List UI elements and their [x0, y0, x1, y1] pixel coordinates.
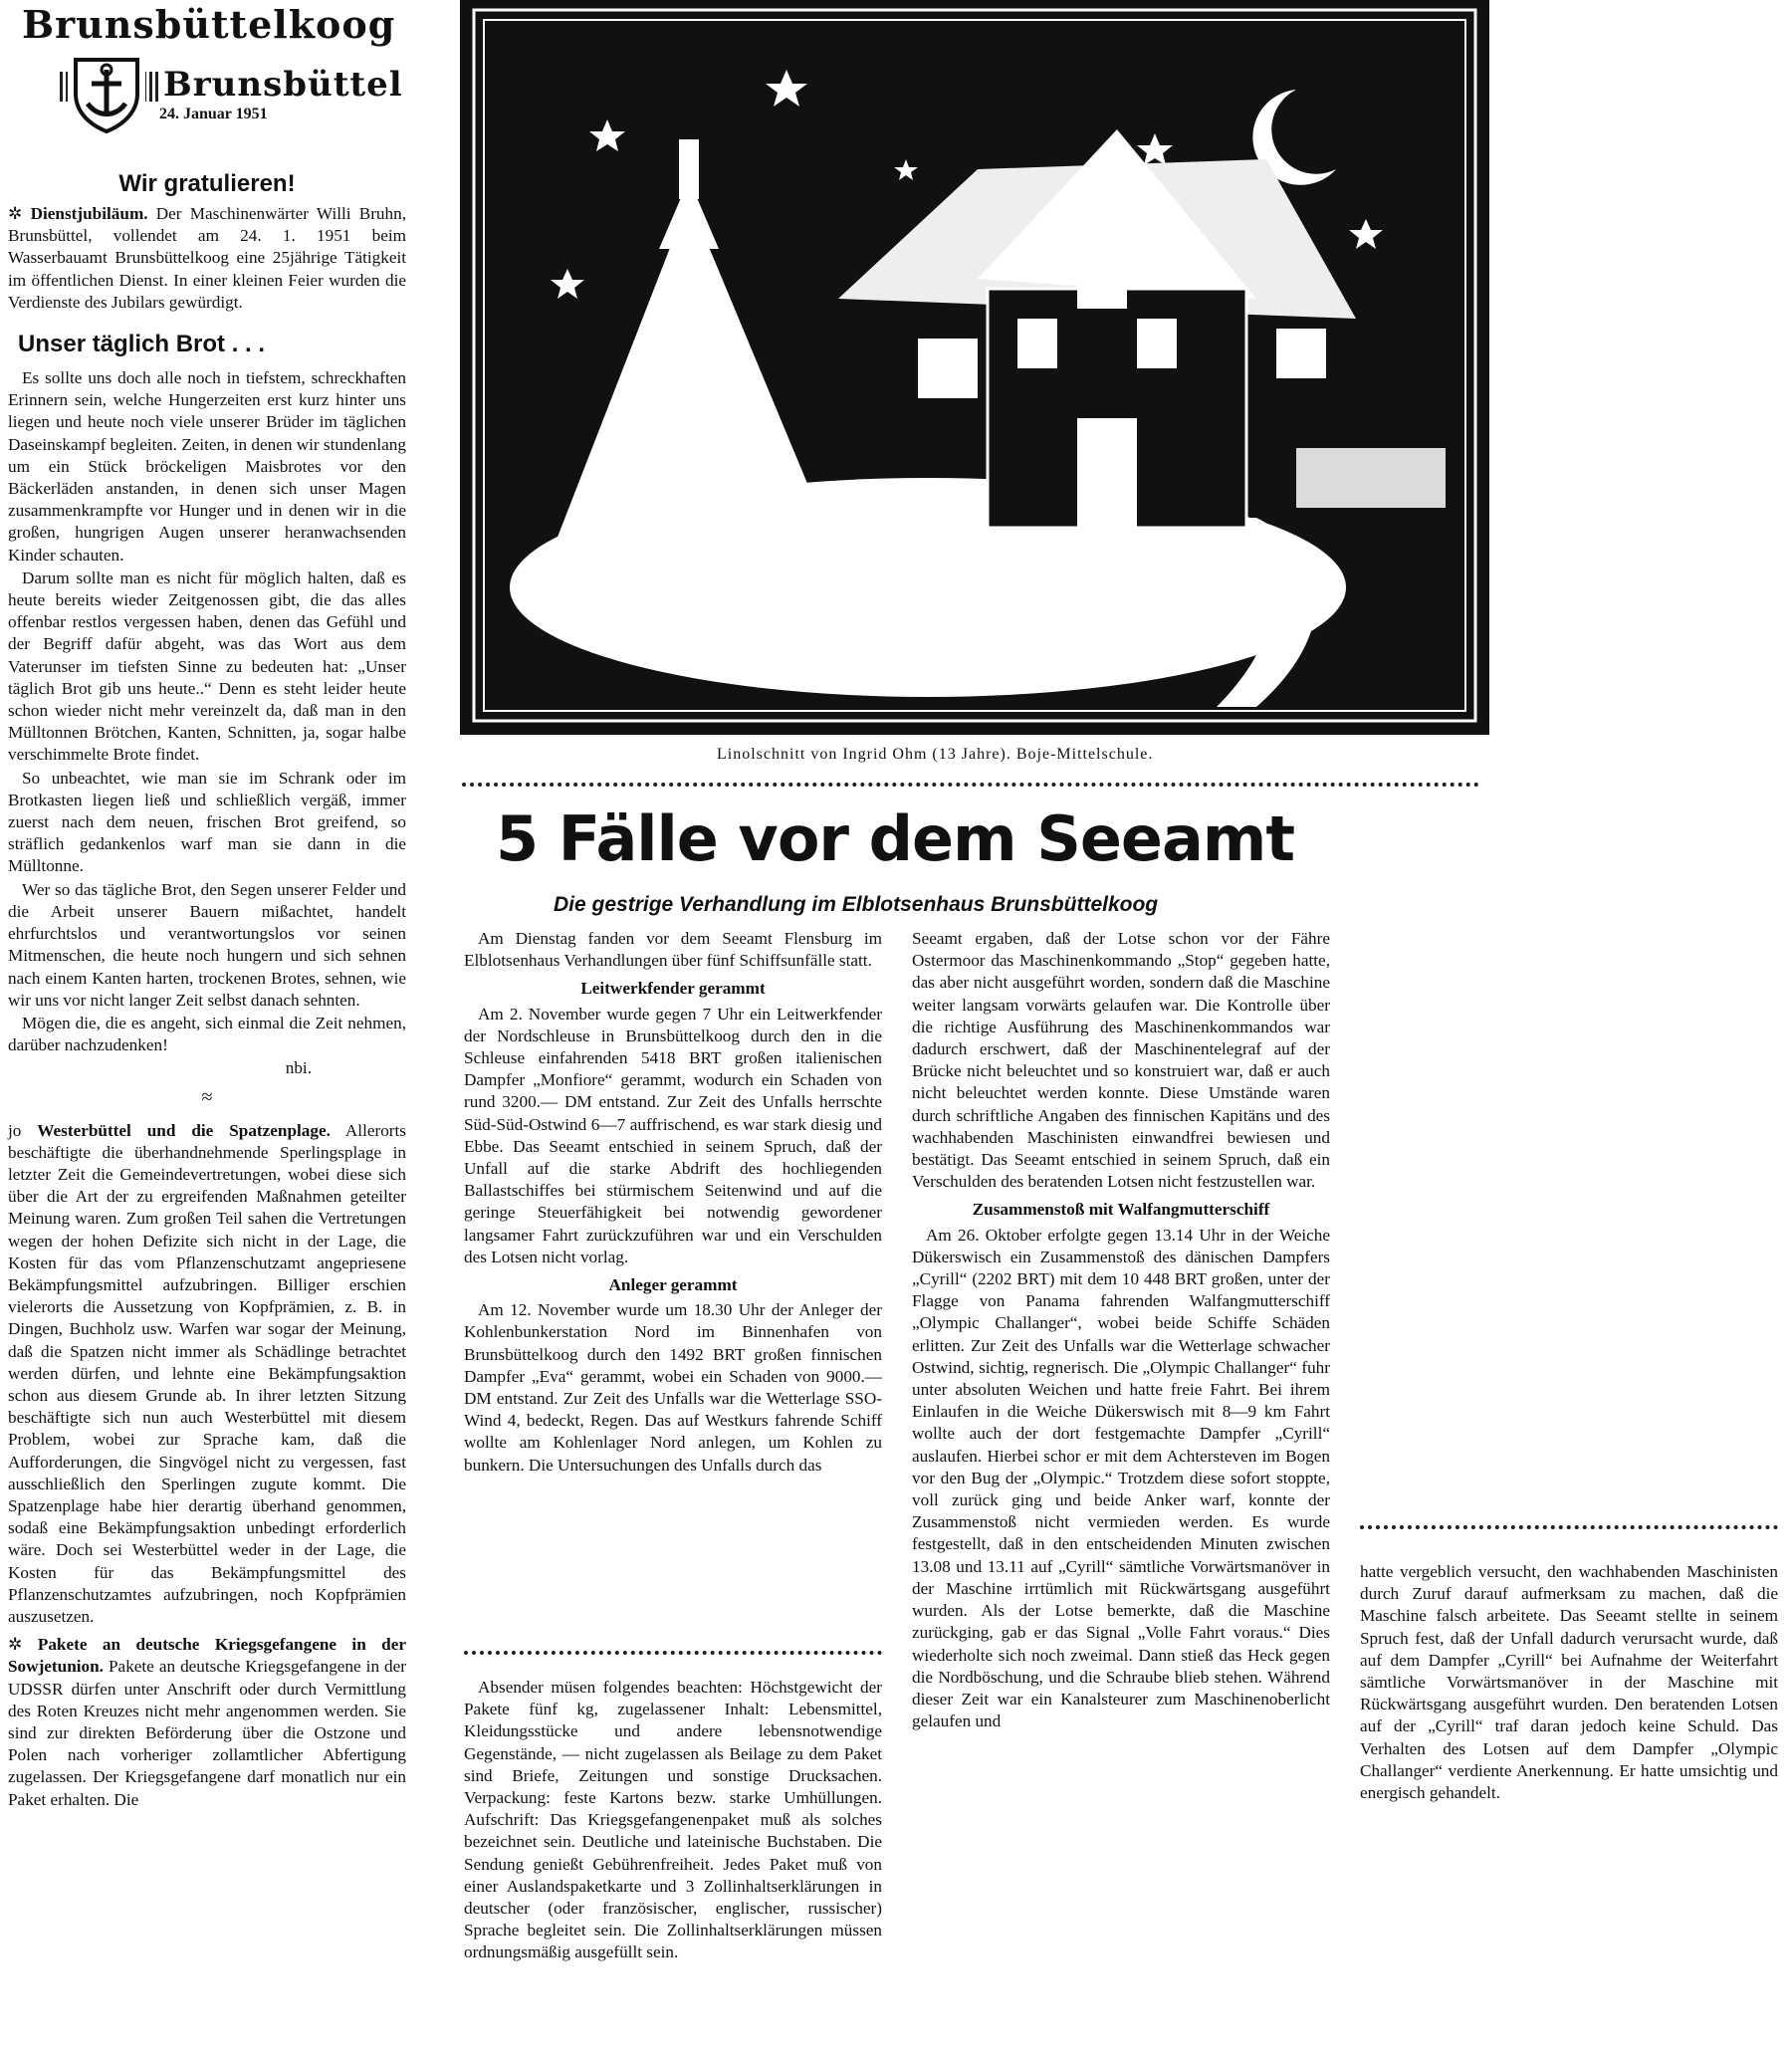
seeamt-subheading-2: Anleger gerammt	[608, 1275, 738, 1295]
seeamt-subheadline: Die gestrige Verhandlung im Elblotsenhaus Brunsbüttelkoog	[554, 893, 1159, 916]
brot-paragraph-3: So unbeachtet, wie man sie im Schrank oder im Brotkasten liegen ließ und schließlich vergäß, immer zuerst nach dem neuen, frischen Brot greifend, so sträflich gedankenlos warf man sie dann in die Mülltonne.	[8, 768, 406, 876]
seeamt-paragraph-5: hatte vergeblich versucht, den wachhabenden Maschinisten durch Zuruf darauf aufmerksam zu machen, daß die Maschine falsch arbeitete. Das Seeamt stellte in seinem Spruch fest, daß der Unfall dadurch verursacht wurde, daß auf dem Dampfer „Cyrill“ bei Aufnahme der Weiterfahrt sämtliche Vorwärtsmanöver in der Maschine mit Rückwärtsgang ausgeführt wurden. Den beratenden Lotsen auf der „Cyrill“ traf daran jedoch keine Schuld. Das Verhalten des Lotsen auf dem Dampfer „Olympic Challanger“ verdiente Anerkennung. Er hatte umsichtig und energisch gehandelt.	[1360, 1562, 1778, 1803]
seeamt-column-1	[464, 928, 882, 1478]
star-icon: ✲	[8, 1635, 38, 1655]
image-caption: Linolschnitt von Ingrid Ohm (13 Jahre). Boje-Mittelschule.	[717, 746, 1154, 763]
seeamt-subheading-1: Leitwerkfender gerammt	[580, 979, 766, 999]
brot-paragraph-1: Es sollte uns doch alle noch in tiefstem, schreckhaften Erinnern sein, welche Hungerzeiten erst kurz hinter uns liegen und heute noch viele unserer Brüder im täglichen Daseinskampf begleiten. Zeiten, in denen wir stundenlang um ein Stück bröckeligen Maisbrotes vor den Bäckerläden anstanden, in denen sich unser Magen zusammenkrampfte vor Hunger und in denen wir in die großen, hungrigen Augen unserer heranwachsenden Kinder schauten.	[8, 368, 406, 565]
gratulieren-heading: Wir gratulieren!	[118, 170, 296, 197]
absender-paragraph: Absender müsen folgendes beachten: Höchstgewicht der Pakete fünf kg, zugelassener Inhalt: Lebensmittel, Kleidungsstücke und andere lebensnotwendige Gegenstände, — nicht zugelassen als Beilage zu dem Paket sind Briefe, Zeitungen und sonstige Drucksachen. Verpackung: feste Kartons bezw. starke Umhüllungen. Aufschrift: Das Kriegsgefangenenpaket muß als solches bezeichnet sein. Deutliche und lateinische Buchstaben. Die Sendung genießt Gebührenfreiheit. Jedes Paket muß von einer Auslandspaketkarte und 3 Zollinhaltserklärungen in deutscher (oder französischer, englischer, russischer) Sprache begleitet sein. Die Zollinhaltserklärungen müssen ordnungsmäßig ausgefüllt sein.	[464, 1678, 882, 1962]
seeamt-paragraph-1: Am 2. November wurde gegen 7 Uhr ein Leitwerkfender der Nordschleuse in Brunsbüttelkoog durch den in die Schleuse einfahrenden 5418 BRT großen italienischen Dampfer „Monfiore“ gerammt, wodurch ein Schaden von rund 3200.— DM entstand. Zur Zeit des Unfalls herrschte Süd-Süd-Ostwind 6—7 auffrischend, es war stark diesig und Ebbe. Das Seeamt entschied in seinem Spruch, daß der Unfall auf die starke Abdrift des hochliegenden Ballastschiffes bei stürmischem Seitenwind und auf die geringe Steuerfähigkeit bei notwendig gewordener langsamer Fahrt zurückzuführen war und ein Verschulden des Lotsen nicht vorlag.	[464, 1004, 882, 1266]
linocut-image	[460, 0, 1489, 735]
gratulieren-text: Der Maschinenwärter Willi Bruhn, Brunsbüttel, vollendet am 24. 1. 1951 beim Wasserbauamt Brunsbüttelkoog eine 25jährige Tätigkeit im öffentlichen Dienst. In einer kleinen Feier wurden die Verdienste des Jubilars gewürdigt.	[8, 204, 407, 312]
pakete-text: Pakete an deutsche Kriegsgefangene in der UDSSR dürfen unter Anschrift oder durch Vermittlung des Roten Kreuzes nicht mehr angenommen werden. Sie sind zur direkten Beförderung über die Ostzone und Polen nach vorheriger zollamtlicher Abfertigung zugelassen. Der Kriegsgefangene darf monatlich nur ein Paket erhalten. Die	[8, 1657, 406, 1809]
left-column	[8, 169, 406, 1812]
spatzen-lead: Westerbüttel und die Spatzenplage.	[37, 1120, 331, 1140]
pakete-paragraph	[8, 1634, 406, 1811]
gratulieren-lead: Dienstjubiläum.	[30, 204, 148, 223]
absender-column	[464, 1677, 882, 1965]
seeamt-intro: Am Dienstag fanden vor dem Seeamt Flensburg im Elblotsenhaus Verhandlungen über fünf Schiffsunfälle statt.	[464, 929, 882, 971]
star-icon: ✲	[8, 204, 31, 223]
linocut-frame	[460, 0, 1489, 735]
section-separator: ≈	[201, 1085, 213, 1108]
brot-paragraph-4: Wer so das tägliche Brot, den Segen unserer Felder und die Arbeit unserer Bauern mißachtet, handelt ehrfurchtslos und verantwortungslos vor seinen Mitmenschen, die heute noch hungern und sich sehnen nach einem Kanten harten, trockenen Brotes, sehnen, wie wir uns vor nicht langer Zeit selbst danach sehnten.	[8, 879, 406, 1010]
masthead	[10, 2, 408, 141]
brot-heading: Unser täglich Brot . . .	[18, 331, 266, 358]
masthead-title-bottom: Brunsbüttel	[159, 64, 407, 106]
seeamt-subheading-3: Zusammenstoß mit Walfangmutterschiff	[972, 1200, 1270, 1220]
divider	[464, 1651, 882, 1655]
seeamt-paragraph-2: Am 12. November wurde um 18.30 Uhr der Anleger der Kohlenbunkerstation Nord im Binnenhafen von Brunsbüttelkoog durch den 1492 BRT großen finnischen Dampfer „Eva“ gerammt, wobei ein Schaden von 9000.— DM entstand. Zur Zeit des Unfalls war die Wetterlage SSO-Wind 4, bedeckt, Regen. Das auf Westkurs fahrende Schiff wollte am Kohlenlager Nord anlegen, um Kohlen zu bunkern. Die Untersuchungen des Unfalls durch das	[464, 1300, 882, 1475]
brot-paragraph-5: Mögen die, die es angeht, sich einmal die Zeit nehmen, darüber nachzudenken!	[8, 1013, 406, 1055]
masthead-date: 24. Januar 1951	[159, 106, 268, 122]
masthead-title-top: Brunsbüttelkoog	[22, 2, 396, 47]
seeamt-column-3	[1360, 1561, 1778, 1805]
pakete-lead: Pakete an deutsche Kriegsgefangene in der Sowjetunion.	[8, 1635, 407, 1677]
brot-signature: nbi.	[285, 1058, 312, 1078]
seeamt-paragraph-3: Seeamt ergaben, daß der Lotse schon vor der Fähre Ostermoor das Maschinenkommando „Stop“ gegeben hatte, das aber nicht ausgeführt worden, sondern daß die Maschine weiter langsam vorwärts gelaufen war. Die Kontrolle über die richtige Ausführung des Maschinenkommandos war dadurch erschwert, daß der Maschinentelegraf auf der Brücke nicht beleuchtet und so konstruiert war, daß er auch nicht beleuchtet werden konnte. Diese Umstände waren durch schriftliche Angaben des finnischen Kapitäns und des wachhabenden Maschinisten einwandfrei bewiesen und bestätigt. Das Seeamt entschied in seinem Spruch, daß ein Verschulden des beratenden Lotsen nicht festzustellen war.	[912, 929, 1330, 1192]
seeamt-column-2	[912, 928, 1330, 1733]
brot-paragraph-2: Darum sollte man es nicht für möglich halten, daß es heute bereits wieder Zeitgenossen gibt, die das alles offenbar restlos vergessen haben, denen das Gefühl und der Begriff dafür abgeht, was das Wort aus dem Vaterunser im tiefsten Sinne zu bedeuten hat: „Unser täglich Brot gib uns heute..“ Denn es steht leider heute schon wieder nicht mehr vereinzelt da, daß man in den Mülltonnen Brötchen, Kanten, Schnitten, ja, sogar halbe verschimmelte Brote findet.	[8, 568, 406, 765]
spatzen-prefix: jo	[8, 1120, 22, 1140]
coat-of-arms-icon	[68, 54, 145, 133]
seeamt-paragraph-4: Am 26. Oktober erfolgte gegen 13.14 Uhr in der Weiche Dükerswisch ein Zusammenstoß des dänischen Dampfers „Cyrill“ (2202 BRT) mit dem 10 448 BRT großen, unter der Flagge von Panama fahrenden Walfangmutterschiff „Olympic Challanger“, wobei beide Schiffe Schäden erlitten. Zur Zeit des Unfalls war die Wetterlage schwacher Ostwind, sichtig, regnerisch. Die „Olympic Challanger“ fuhr unter absoluten Weichen und hatte freie Fahrt. Bei ihrem Einlaufen in die Weiche Dükerswisch mit 8—9 km Fahrt wollte auch der dort festgemachte Dampfer „Cyrill“ auslaufen. Hierbei schor er mit dem Achtersteven im Bogen vor den Bug der „Olympic.“ Trotzdem diese sofort stoppte, voll zurück ging und beide Anker warf, konnte der Zusammenstoß nicht vermieden werden. Es wurde festgestellt, daß in den entscheidenden Minuten zwischen 13.08 und 13.11 auf „Cyrill“ sämtliche Vorwärtsmanöver in der Maschine irrtümlich mit Rückwärtsgang ausgeführt wurden. Als der Lotse bemerkte, daß die Maschine zurückging, gab er das Signal „Volle Fahrt voraus.“ Dies wiederholte sich noch zweimal. Dann stieß das Heck gegen die Nordböschung, und die Schraube blieb stehen. Während dieser Zeit war ein Kanalsteurer zum Maschinenoberlicht gelaufen und	[912, 1225, 1330, 1731]
gratulieren-paragraph	[8, 203, 406, 314]
spatzen-text: Allerorts beschäftigte die überhandnehmende Sperlingsplage in letzter Zeit die Gemeindevertretungen, wobei diese sich über die Art der zu ergreifenden Maßnahmen geteilter Meinung waren. Zum großen Teil sahen die Vertretungen wegen der hohen Defizite sich nicht in der Lage, die Kosten für das vom Pflanzenschutzamt angepriesene Bekämpfungsmittel aufzubringen. Billiger erschien vielerorts die Aussetzung von Kopfprämien, z. B. in Dingen, Buchholz usw. Warfen war sogar der Meinung, daß die Spatzen nicht immer als Schädlinge betrachtet werden dürfen, und lehnte eine Bekämpfungsaktion schon aus diesem Grunde ab. In ihrer letzten Sitzung beschäftigte sich nun auch Westerbüttel mit diesem Problem, wobei zur Sprache kam, daß die Aufforderungen, die Singvögel nicht zu vergessen, fast ausschließlich den Sperlingen zugute kommt. Die Spatzenplage habe hier derartig überhand genommen, sodaß eine Bekämpfungsaktion unbedingt erforderlich wäre. Doch sei Westerbüttel weder in der Lage, die Kosten für das Bekämpfungsmittel des Pflanzenschutzamtes aufzubringen, noch Kopfprämien auszusetzen.	[8, 1120, 406, 1626]
spatzen-paragraph	[8, 1120, 406, 1629]
seeamt-headline: 5 Fälle vor dem Seeamt	[496, 802, 1295, 875]
divider	[1360, 1525, 1778, 1529]
divider	[462, 783, 1479, 787]
